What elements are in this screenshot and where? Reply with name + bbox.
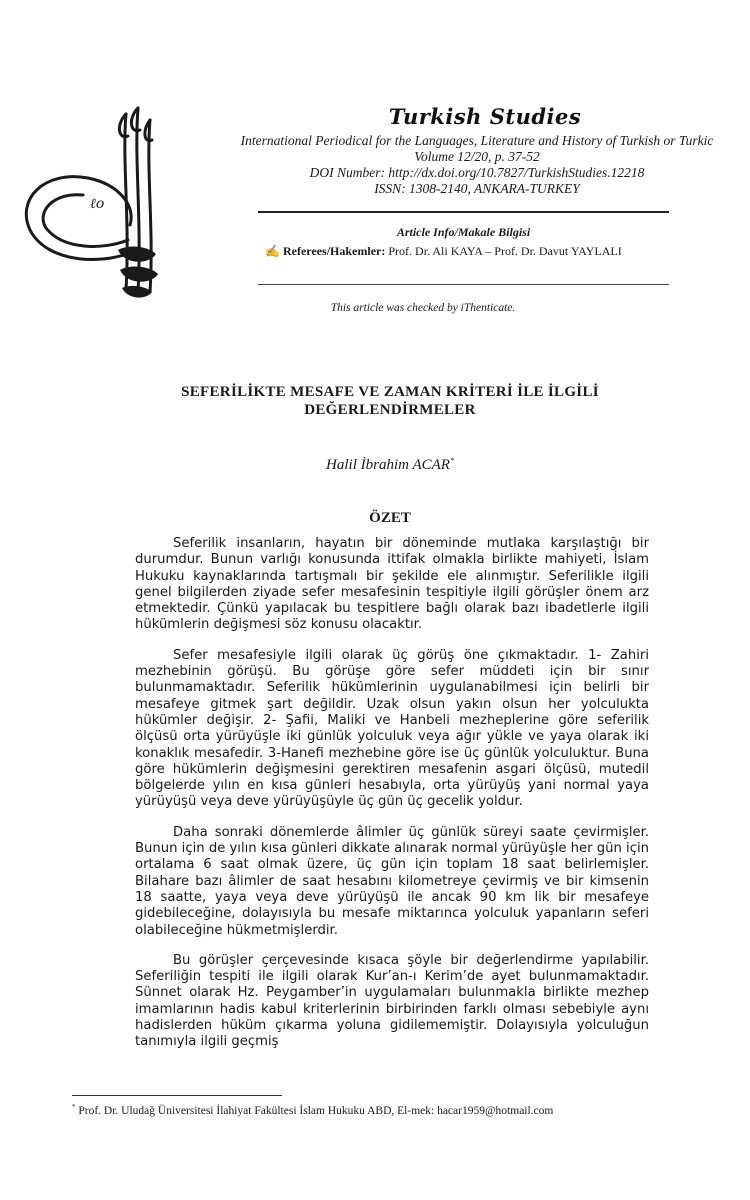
abstract-paragraph: Seferilik insanların, hayatın bir döneminde mutlaka karşılaştığı bir durumdur. Bunun varlığı konusunda ittifak olmakla birlikte mahiyeti, İslam Hukuku kaynaklarında tartışmalı bir şekilde ele alınmıştır. Seferilikle ilgili genel bilgilerden ziyade sefer mesafesinin tespitiyle ilgili görüşler önem arz etmektedir. Çünkü yapılacak bu tespitlere bağlı olarak bazı ibadetlerle ilgili hükümlerin değişmesi söz konusu olacaktır. bbox=[135, 536, 649, 633]
footnote bbox=[72, 1103, 712, 1117]
journal-volume: Volume 12/20, p. 37-52 bbox=[414, 149, 540, 164]
referees-value: Prof. Dr. Ali KAYA – Prof. Dr. Davut YAYLALI bbox=[385, 244, 622, 258]
tugra-emblem bbox=[18, 100, 168, 305]
doi-label: DOI Number: bbox=[309, 165, 389, 180]
referees-label: Referees/Hakemler: bbox=[282, 244, 386, 258]
plagiarism-check-note: This article was checked by iThenticate. bbox=[330, 302, 516, 314]
referees-line bbox=[265, 243, 670, 259]
footnote-divider bbox=[72, 1095, 282, 1096]
info-divider bbox=[258, 284, 669, 285]
journal-doi bbox=[232, 165, 722, 181]
author-name bbox=[250, 456, 530, 474]
article-info-heading: Article Info/Makale Bilgisi bbox=[396, 225, 531, 239]
journal-issn: ISSN: 1308-2140, ANKARA-TURKEY bbox=[374, 181, 580, 196]
header-divider bbox=[258, 211, 669, 213]
abstract-paragraph: Daha sonraki dönemlerde âlimler üç günlük süreyi saate çevirmişler. Bunun için de yılın kısa günleri dikkate alınarak normal yürüyüşle her gün için ortalama 6 saat olmak üzere, üç gün için toplam 18 saat belirlemişler. Bilahare bazı âlimler de saat hesabını kilometreye çevirmiş ve bir kimsenin 18 saatte, yaya veya deve yürüyüşü ile ancak 90 km lik bir mesafeye gidebileceğine, dolayısıyla bu mesafe miktarınca yolculuk yapanların seferi olabileceğine hükmetmişlerdir. bbox=[135, 824, 649, 938]
journal-title: Turkish Studies bbox=[388, 104, 582, 129]
author-text: Halil İbrahim ACAR bbox=[326, 457, 450, 473]
abstract-body bbox=[135, 536, 649, 1065]
doi-link[interactable]: http://dx.doi.org/10.7827/TurkishStudies.12218 bbox=[388, 165, 645, 180]
author-footnote-mark: * bbox=[449, 456, 454, 465]
abstract-paragraph: Sefer mesafesiyle ilgili olarak üç görüş öne çıkmaktadır. 1- Zahiri mezhebinin görüşü. Bu görüşe göre sefer müddeti için bir sınır bulunmamaktadır. Seferilik hükümlerinin uygulanabilmesi için belirli bir mesafeye gitmek şart değildir. Uzak olsun yakın olsun her yolculukta hükümler değişir. 2- Şafii, Maliki ve Hanbeli mezheplerine göre seferilik ölçüsü orta yürüyüşle iki günlük yolculuk veya ağır yükle ve yaya olarak iki konaklık mesafedir. 3-Hanefi mezhebine göre ise üç günlük yolculuktur. Buna göre hükümlerin değişmesini gerektiren mesafenin asgari ölçüsü, mutedil bölgelerde yılın en kısa günleri hesabıyla, orta yürüyüş yani normal yaya yürüyüşü veya deve yürüyüşüyle üç gün üç gecelik yoldur. bbox=[135, 647, 649, 810]
abstract-heading: ÖZET bbox=[369, 510, 411, 526]
footnote-text: Prof. Dr. Uludağ Üniversitesi İlahiyat Fakültesi İslam Hukuku ABD, El-mek: hacar1959@hotmail.com bbox=[75, 1104, 554, 1117]
abstract-paragraph: Bu görüşler çerçevesinde kısaca şöyle bir değerlendirme yapılabilir. Seferiliğin tespiti ile ilgili olarak Kur’an-ı Kerim’de ayet bulunmamaktadır. Sünnet olarak Hz. Peygamber’in uygulamaları bulunmakla birlikte mezhep imamlarının hadis kabul kriterlerinin birbirinden farklı olması sebebiyle aynı hadislerden hüküm çıkarma yoluna gidilememiştir. Dolayısıyla yolculuğun tanımıyla ilgili geçmiş bbox=[135, 952, 649, 1050]
footnote-mark: * bbox=[72, 1103, 76, 1111]
svg-text:ℓo: ℓo bbox=[90, 196, 105, 212]
article-title: SEFERİLİKTE MESAFE VE ZAMAN KRİTERİ İLE İLGİLİ DEĞERLENDİRMELER bbox=[181, 384, 599, 418]
pen-icon: ✍ bbox=[265, 244, 280, 258]
journal-subtitle: International Periodical for the Languages, Literature and History of Turkish or Turkic bbox=[240, 133, 714, 148]
